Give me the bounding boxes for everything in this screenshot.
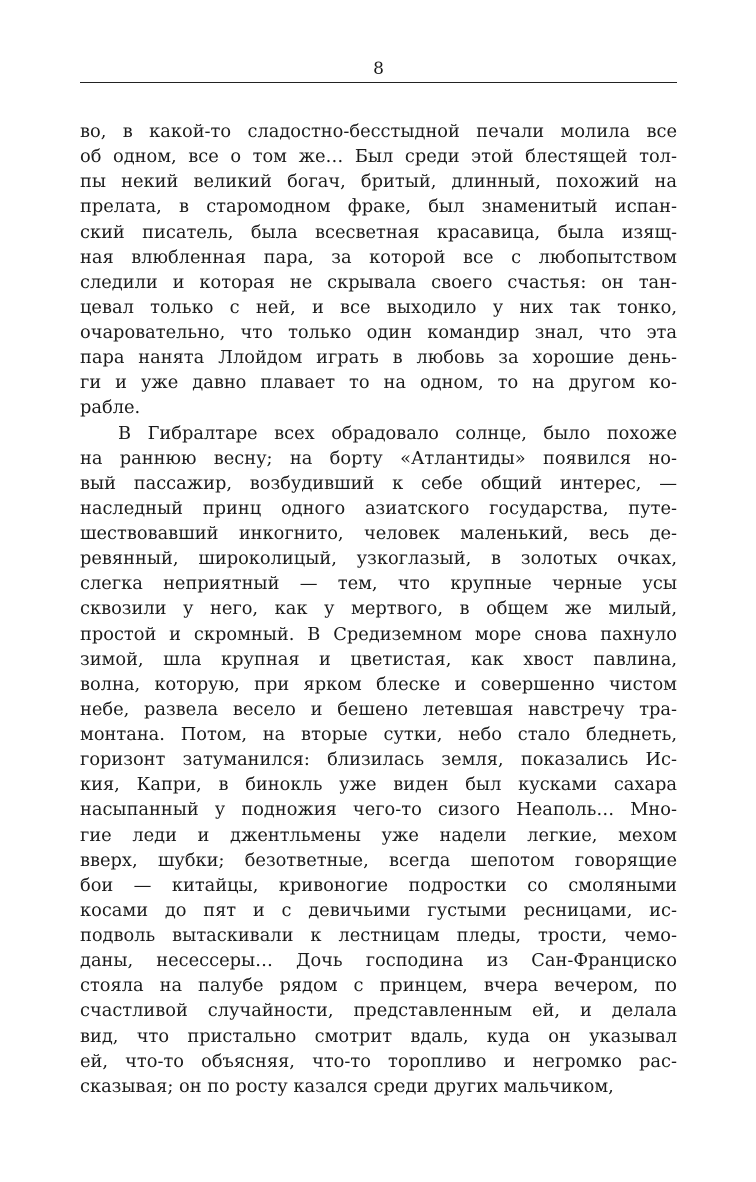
- text-line: рабле.: [80, 397, 141, 419]
- text-line: об одном, все о том же… Был среди этой блестящей тол-: [80, 146, 677, 168]
- text-line: насыпанный у подножия чего-то сизого Неаполь… Мно-: [80, 799, 677, 821]
- text-line: гие леди и джентльмены уже надели легкие, мехом: [80, 824, 677, 846]
- text-line: ревянный, широколицый, узкоглазый, в золотых очках,: [80, 548, 677, 570]
- text-line: стояла на палубе рядом с принцем, вчера вечером, по: [80, 975, 677, 997]
- text-line: вый пассажир, возбудивший к себе общий интерес, —: [80, 472, 677, 494]
- text-line: пы некий великий богач, бритый, длинный, похожий на: [80, 171, 677, 193]
- text-line: счастливой случайности, представленным ей, и делала: [80, 1000, 677, 1022]
- text-line: на раннюю весну; на борту «Атлантиды» появился но-: [80, 447, 677, 469]
- text-line: во, в какой-то сладостно-бесстыдной печали молила все: [80, 121, 677, 142]
- text-line: вид, что пристально смотрит вдаль, куда он указывал: [80, 1025, 677, 1047]
- text-line: прелата, в старомодном фраке, был знаменитый испан-: [80, 196, 677, 218]
- text-line: ги и уже давно плавает то на одном, то на другом ко-: [80, 372, 677, 394]
- text-line: наследный принц одного азиатского государства, путе-: [80, 497, 677, 519]
- text-line: следили и которая не скрывала своего счастья: он тан-: [80, 271, 677, 293]
- text-line: вверх, шубки; безответные, всегда шепотом говорящие: [80, 849, 677, 871]
- text-line: очаровательно, что только один командир знал, что эта: [80, 322, 677, 343]
- paragraph: [80, 119, 677, 421]
- text-line: волна, которую, при ярком блеске и совершенно чистом: [80, 673, 677, 695]
- text-line: бои — китайцы, кривоногие подростки со смоляными: [80, 874, 677, 896]
- page-header: [80, 56, 677, 83]
- text-line: косами до пят и с девичьими густыми ресницами, ис-: [80, 899, 677, 921]
- text-line: шествовавший инкогнито, человек маленький, весь де-: [80, 523, 677, 544]
- text-line: ский писатель, была всесветная красавица, была изящ-: [80, 221, 677, 243]
- page-number: 8: [373, 59, 384, 79]
- text-line: даны, несессеры… Дочь господина из Сан-Франциско: [80, 950, 677, 972]
- text-line: слегка неприятный — тем, что крупные черные усы: [80, 573, 677, 595]
- text-line: простой и скромный. В Средиземном море снова пахнуло: [80, 623, 677, 645]
- text-line: В Гибралтаре всех обрадовало солнце, было похоже: [118, 422, 677, 444]
- paragraph: [80, 421, 677, 1099]
- text-line: кия, Капри, в бинокль уже виден был кусками сахара: [80, 774, 677, 796]
- text-line: ей, что-то объясняя, что-то торопливо и негромко рас-: [80, 1050, 677, 1072]
- text-line: ная влюбленная пара, за которой все с любопытством: [80, 246, 677, 268]
- text-line: пара нанята Ллойдом играть в любовь за хорошие день-: [80, 347, 677, 369]
- text-line: горизонт затуманился: близилась земля, показались Ис-: [80, 749, 677, 771]
- text-line: подволь вытаскивали к лестницам пледы, трости, чемо-: [80, 925, 677, 946]
- text-line: цевал только с ней, и все выходило у них так тонко,: [80, 296, 677, 318]
- text-line: монтана. Потом, на вторые сутки, небо стало бледнеть,: [80, 724, 677, 745]
- text-line: сказывая; он по росту казался среди других мальчиком,: [80, 1075, 614, 1097]
- text-line: небе, развела весело и бешено летевшая навстречу тра-: [80, 698, 677, 720]
- text-line: зимой, шла крупная и цветистая, как хвост павлина,: [80, 648, 677, 670]
- page-body: [80, 119, 677, 1099]
- text-line: сквозили у него, как у мертвого, в общем же милый,: [80, 598, 677, 620]
